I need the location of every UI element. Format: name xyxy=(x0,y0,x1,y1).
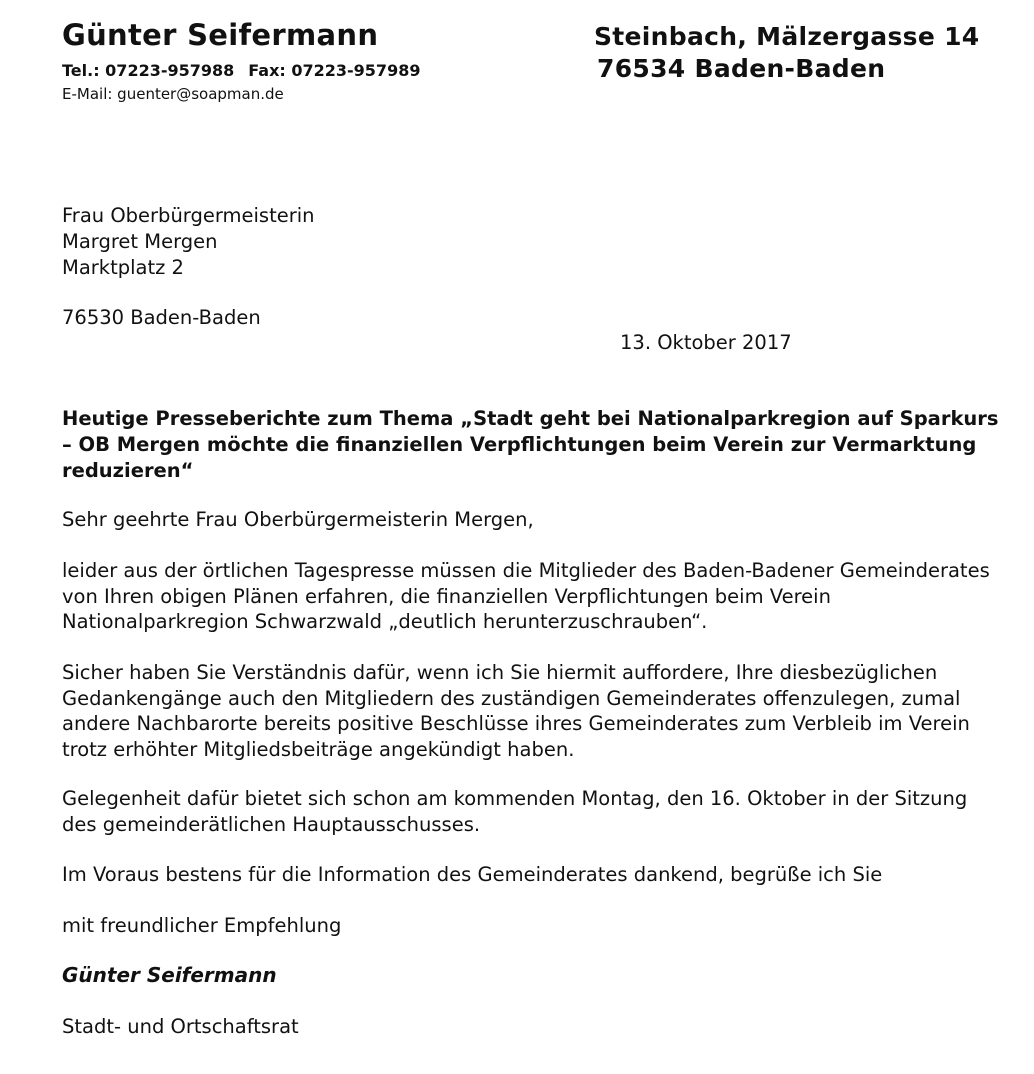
signature-name: Günter Seifermann xyxy=(62,963,277,987)
sender-phone: Tel.: 07223-957988 xyxy=(62,61,235,80)
sender-city: 76534 Baden-Baden xyxy=(597,54,886,83)
sender-email: E-Mail: guenter@soapman.de xyxy=(62,85,284,103)
closing: mit freundlicher Empfehlung xyxy=(62,914,342,937)
body-paragraph-4: Im Voraus bestens für die Information des Gemeinderates dankend, begrüße ich Sie xyxy=(62,863,883,886)
salutation: Sehr geehrte Frau Oberbürgermeisterin Mergen, xyxy=(62,508,534,531)
recipient-city: 76530 Baden-Baden xyxy=(62,306,261,329)
recipient-name: Margret Mergen xyxy=(62,230,218,253)
letter-date: 13. Oktober 2017 xyxy=(620,331,792,354)
sender-name: Günter Seifermann xyxy=(62,18,379,52)
sender-contact-line xyxy=(62,61,420,80)
sender-street: Steinbach, Mälzergasse 14 xyxy=(594,22,980,51)
recipient-title: Frau Oberbürgermeisterin xyxy=(62,204,315,227)
signature-role: Stadt- und Ortschaftsrat xyxy=(62,1015,299,1038)
body-paragraph-2: Sicher haben Sie Verständnis dafür, wenn ich Sie hiermit auffordere, Ihre diesbezüglichen Gedankengänge auch den Mitgliedern des zuständigen Gemeinderates offenzulegen, zumal andere Nachbarorte bereits positive Beschlüsse ihres Gemeinderates zum Verbleib im Verein trotz erhöhter Mitgliedsbeiträge angekündigt haben. xyxy=(62,661,970,761)
body-paragraph-3: Gelegenheit dafür bietet sich schon am kommenden Montag, den 16. Oktober in der Sitzung des gemeinderätlichen Hauptausschusses. xyxy=(62,787,968,836)
recipient-street: Marktplatz 2 xyxy=(62,256,184,279)
body-paragraph-1: leider aus der örtlichen Tagespresse müssen die Mitglieder des Baden-Badener Gemeinderates von Ihren obigen Plänen erfahren, die finanziellen Verpflichtungen beim Verein Nationalparkregion Schwarzwald „deutlich herunterzuschrauben“. xyxy=(62,559,990,633)
letter-subject: Heutige Presseberichte zum Thema „Stadt geht bei Nationalparkregion auf Sparkurs – OB Mergen möchte die finanziellen Verpflichtungen beim Verein zur Vermarktung reduzieren“ xyxy=(62,407,999,482)
sender-fax: Fax: 07223-957989 xyxy=(248,61,421,80)
